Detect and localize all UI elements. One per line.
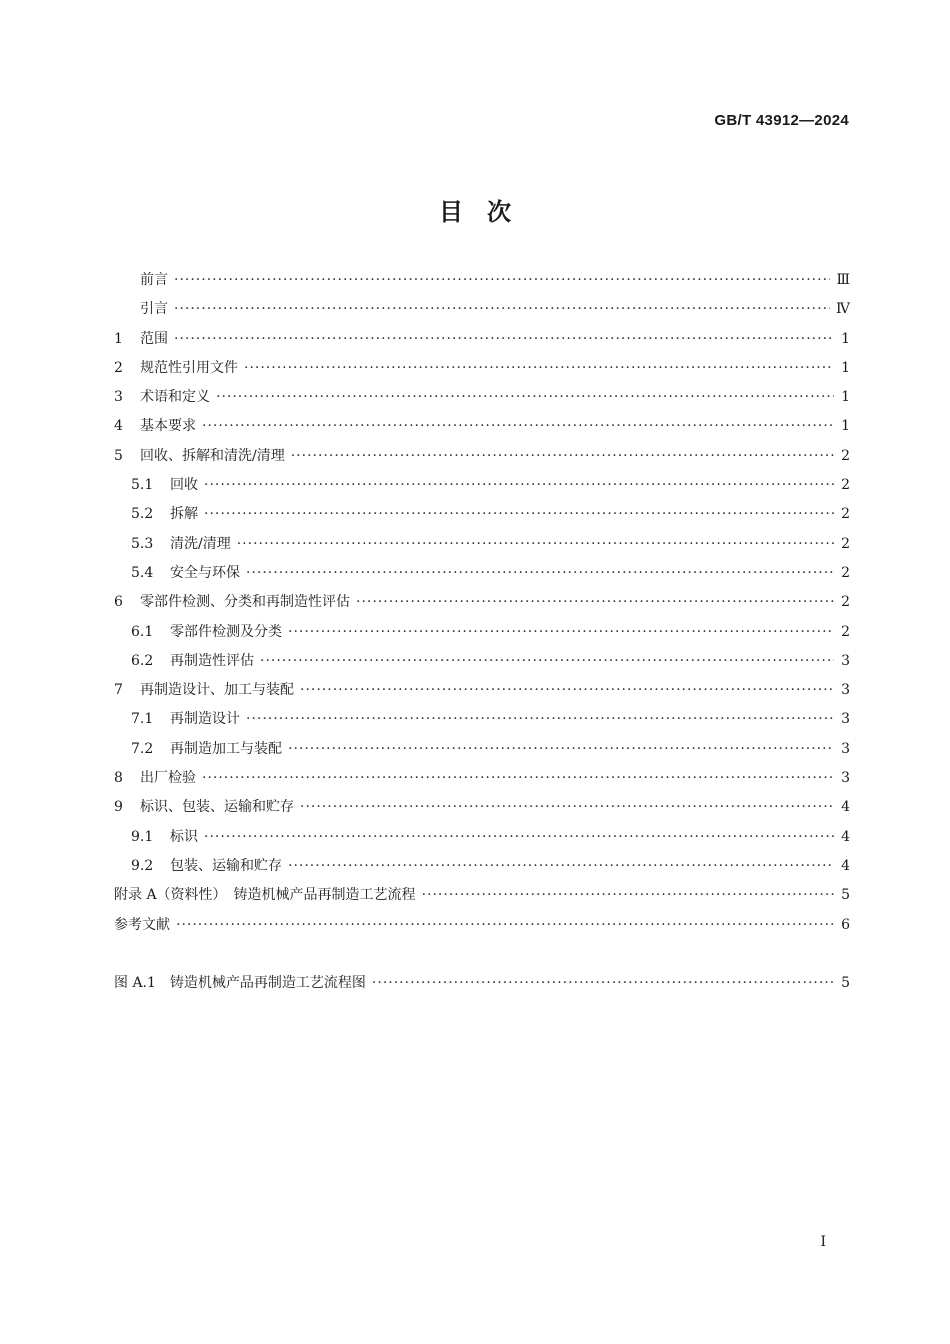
- toc-entry-text: 参考文献: [114, 916, 170, 933]
- toc-entry-page: 2: [841, 594, 850, 611]
- toc-entry-6-2[interactable]: [114, 650, 850, 679]
- toc-entry-page: 4: [841, 799, 850, 816]
- toc-entry-5-4[interactable]: [114, 562, 850, 591]
- toc-entry-page: 5: [841, 887, 850, 904]
- toc-entry-number: 5.3: [131, 535, 154, 552]
- toc-entry-9-1[interactable]: [114, 826, 850, 855]
- toc-entry-page: Ⅳ: [836, 301, 850, 318]
- toc-entry-7-1[interactable]: [114, 708, 850, 737]
- toc-entry-page: 2: [841, 623, 850, 640]
- toc-entry-page: 3: [841, 682, 850, 699]
- toc-entry-page: 3: [841, 652, 850, 669]
- toc-entry-page: Ⅲ: [836, 272, 850, 288]
- toc-entry-number: 9.1: [131, 828, 154, 845]
- figure-list: [114, 972, 850, 1001]
- toc-entry-text: 出厂检验: [140, 770, 196, 787]
- dot-leader: [176, 917, 834, 933]
- toc-entry-page: 3: [841, 740, 850, 757]
- toc-entry-7[interactable]: [114, 679, 850, 708]
- toc-entry-9-2[interactable]: [114, 855, 850, 884]
- toc-entry-1[interactable]: [114, 328, 850, 357]
- toc-entry-text: 再制造设计: [170, 711, 240, 728]
- figure-entry-text: 图 A.1 铸造机械产品再制造工艺流程图: [114, 975, 366, 991]
- toc-entry-page: 3: [841, 770, 850, 787]
- toc-entry-number: 5: [114, 447, 123, 464]
- dot-leader: [291, 448, 834, 464]
- toc-entry-5-3[interactable]: [114, 533, 850, 562]
- dot-leader: [216, 389, 834, 405]
- toc-entry-number: 7.2: [131, 740, 154, 757]
- toc-entry-number: 2: [114, 359, 123, 376]
- toc-entry-4[interactable]: [114, 415, 850, 444]
- toc-entry-number: 7.1: [131, 711, 154, 728]
- toc-entry-page: 2: [841, 564, 850, 581]
- toc-entry-3[interactable]: [114, 386, 850, 415]
- dot-leader: [237, 536, 834, 552]
- toc-entry-page: 2: [841, 477, 850, 494]
- page-title: 目 次: [439, 197, 511, 226]
- toc-entry-text: 基本要求: [140, 418, 196, 435]
- toc-entry-number: 5.1: [131, 477, 154, 494]
- dot-leader: [300, 682, 834, 698]
- toc-entry-text: 标识、包装、运输和贮存: [140, 799, 294, 816]
- toc-entry-number: 1: [114, 330, 123, 347]
- toc-entry-5-1[interactable]: [114, 474, 850, 503]
- toc-entry-number: 6.1: [131, 623, 154, 640]
- toc-entry-text: 范围: [140, 330, 168, 347]
- toc-entry-introduction[interactable]: [114, 298, 850, 327]
- toc-entry-text: 术语和定义: [140, 389, 210, 406]
- toc-entry-page: 2: [841, 535, 850, 552]
- toc-entry-page: 2: [841, 506, 850, 523]
- toc-entry-text: 引言: [140, 301, 168, 318]
- toc-entry-5[interactable]: [114, 445, 850, 474]
- dot-leader: [204, 829, 834, 845]
- toc-entry-number: 4: [114, 418, 123, 435]
- toc-entry-page: 1: [841, 418, 850, 435]
- toc-entry-page: 1: [841, 330, 850, 347]
- toc-entry-text: 零部件检测及分类: [170, 623, 282, 640]
- toc-entry-text: 规范性引用文件: [140, 359, 238, 376]
- toc-entry-text: 安全与环保: [170, 564, 240, 581]
- toc-entry-text: 回收、拆解和清洗/清理: [140, 447, 285, 464]
- dot-leader: [288, 858, 834, 874]
- dot-leader: [244, 360, 834, 376]
- toc-entry-6[interactable]: [114, 591, 850, 620]
- dot-leader: [260, 653, 834, 669]
- dot-leader: [174, 272, 830, 288]
- dot-leader: [300, 799, 834, 815]
- toc-entry-page: 4: [841, 857, 850, 874]
- toc-entry-number: 5.4: [131, 564, 154, 581]
- toc-entry-9[interactable]: [114, 796, 850, 825]
- dot-leader: [174, 301, 830, 317]
- toc-entry-number: 9.2: [131, 857, 154, 874]
- toc-entry-text: 再制造加工与装配: [170, 740, 282, 757]
- toc-entry-page: 3: [841, 711, 850, 728]
- toc-entry-page: 4: [841, 828, 850, 845]
- toc-entry-page: 2: [841, 447, 850, 464]
- dot-leader: [204, 477, 834, 493]
- dot-leader: [202, 418, 834, 434]
- toc-entry-number: 8: [114, 770, 123, 787]
- page-number: Ⅰ: [820, 1234, 826, 1250]
- toc-entry-number: 3: [114, 389, 123, 406]
- dot-leader: [372, 975, 834, 991]
- dot-leader: [288, 741, 834, 757]
- toc-entry-references[interactable]: [114, 914, 850, 943]
- toc-entry-number: 5.2: [131, 506, 154, 523]
- dot-leader: [202, 770, 834, 786]
- toc-entry-text: 零部件检测、分类和再制造性评估: [140, 594, 350, 611]
- dot-leader: [288, 624, 834, 640]
- toc-entry-page: 1: [841, 359, 850, 376]
- toc-entry-page: 1: [841, 389, 850, 406]
- toc-entry-text: 回收: [170, 477, 198, 494]
- toc-entry-number: 7: [114, 682, 123, 699]
- toc-entry-text: 附录 A（资料性） 铸造机械产品再制造工艺流程: [114, 887, 416, 904]
- toc-entry-7-2[interactable]: [114, 738, 850, 767]
- toc-entry-appendix-a[interactable]: [114, 884, 850, 913]
- toc-entry-text: 标识: [170, 828, 198, 845]
- toc-entry-number: 6.2: [131, 652, 154, 669]
- dot-leader: [246, 565, 834, 581]
- toc-entry-text: 再制造性评估: [170, 652, 254, 669]
- dot-leader: [174, 331, 834, 347]
- table-of-contents: [114, 269, 850, 943]
- toc-entry-page: 6: [841, 916, 850, 933]
- toc-entry-5-2[interactable]: [114, 503, 850, 532]
- dot-leader: [204, 506, 834, 522]
- dot-leader: [356, 594, 834, 610]
- toc-entry-text: 拆解: [170, 506, 198, 523]
- toc-entry-number: 9: [114, 799, 123, 816]
- standard-code: GB/T 43912—2024: [714, 112, 849, 129]
- toc-entry-6-1[interactable]: [114, 621, 850, 650]
- toc-entry-text: 清洗/清理: [170, 535, 231, 552]
- toc-entry-number: 6: [114, 594, 123, 611]
- toc-entry-8[interactable]: [114, 767, 850, 796]
- dot-leader: [422, 887, 834, 903]
- toc-entry-text: 再制造设计、加工与装配: [140, 682, 294, 699]
- toc-entry-foreword[interactable]: [114, 269, 850, 298]
- toc-entry-text: 前言: [140, 272, 168, 288]
- toc-entry-2[interactable]: [114, 357, 850, 386]
- figure-entry-page: 5: [841, 975, 850, 991]
- toc-entry-text: 包装、运输和贮存: [170, 857, 282, 874]
- dot-leader: [246, 711, 834, 727]
- figure-entry-a1[interactable]: [114, 972, 850, 1001]
